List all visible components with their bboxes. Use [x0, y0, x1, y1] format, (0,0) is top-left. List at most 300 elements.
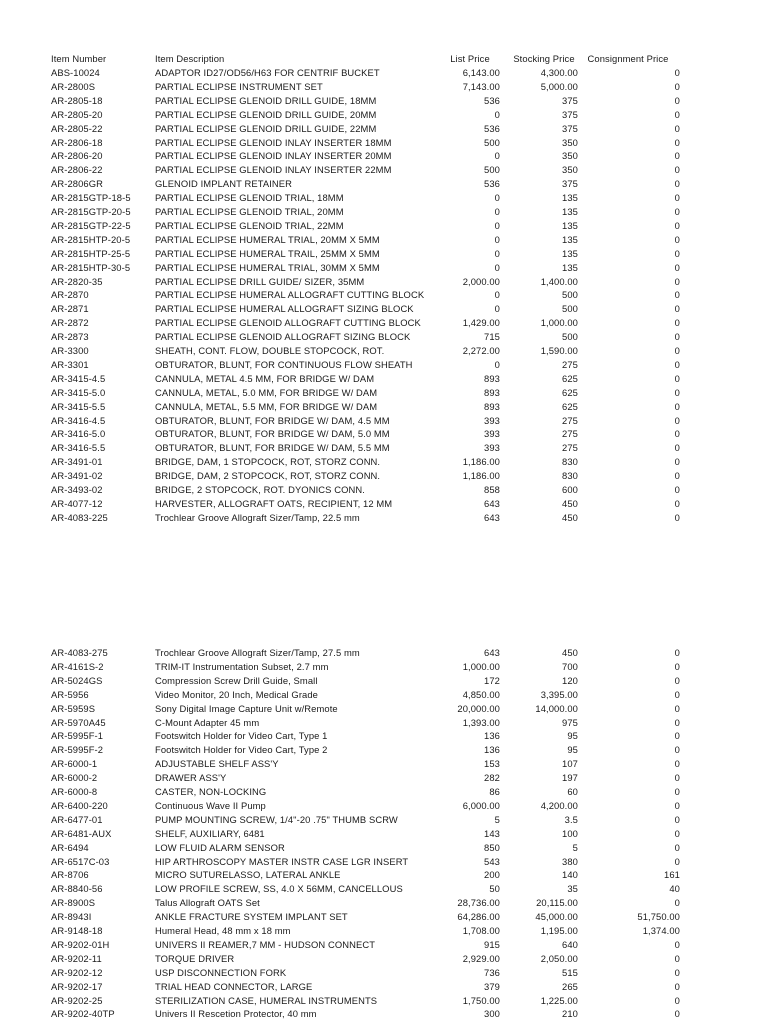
cell-item-description: Footswitch Holder for Video Cart, Type 2	[155, 744, 328, 756]
cell-item-number: AR-3415-5.5	[51, 400, 106, 412]
cell-stocking-price: 640	[562, 938, 578, 950]
cell-item-number: AR-5970A45	[51, 716, 106, 728]
cell-consignment-price: 0	[674, 897, 680, 909]
cell-item-number: AR-2806-20	[51, 150, 103, 162]
cell-stocking-price: 100	[562, 827, 578, 839]
cell-item-number: AR-6481-AUX	[51, 827, 112, 839]
header-item-description: Item Description	[155, 53, 225, 64]
header-stocking-price: Stocking Price	[513, 53, 575, 64]
cell-consignment-price: 0	[674, 952, 680, 964]
cell-consignment-price: 0	[674, 827, 680, 839]
table-row	[0, 163, 768, 177]
cell-stocking-price: 1,590.00	[540, 345, 578, 356]
cell-consignment-price: 0	[674, 372, 680, 384]
table-row	[0, 302, 768, 316]
table-row	[0, 469, 768, 483]
cell-consignment-price: 0	[674, 317, 680, 329]
cell-item-number: AR-6000-8	[51, 786, 98, 797]
cell-item-number: AR-9202-25	[51, 994, 103, 1006]
cell-item-description: Humeral Head, 48 mm x 18 mm	[155, 925, 291, 936]
cell-item-description: PARTIAL ECLIPSE HUMERAL ALLOGRAFT CUTTING BLOCK	[155, 289, 425, 301]
cell-stocking-price: 135	[562, 247, 578, 259]
table-row	[0, 275, 768, 289]
table-row	[0, 660, 768, 674]
cell-list-price: 536	[484, 122, 500, 134]
cell-item-number: AR-3493-02	[51, 484, 103, 495]
cell-consignment-price: 0	[674, 414, 680, 426]
cell-list-price: 858	[484, 484, 500, 495]
cell-item-number: AR-9202-01H	[51, 938, 110, 950]
header-item-number: Item Number	[51, 53, 107, 64]
table-row	[0, 1007, 768, 1021]
cell-list-price: 1,393.00	[462, 716, 500, 728]
table-row	[0, 233, 768, 247]
cell-item-description: MICRO SUTURELASSO, LATERAL ANKLE	[155, 869, 341, 881]
cell-list-price: 536	[484, 94, 500, 106]
cell-stocking-price: 375	[562, 178, 578, 190]
cell-item-description: OBTURATOR, BLUNT, FOR BRIDGE W/ DAM, 4.5 MM	[155, 414, 390, 426]
cell-list-price: 153	[484, 758, 500, 770]
table-row	[0, 358, 768, 372]
cell-item-number: AR-2815GTP-22-5	[51, 219, 131, 231]
cell-consignment-price: 0	[674, 980, 680, 992]
cell-stocking-price: 515	[562, 966, 578, 978]
cell-consignment-price: 40	[669, 883, 680, 895]
cell-consignment-price: 0	[674, 192, 680, 204]
cell-list-price: 0	[494, 192, 500, 204]
cell-consignment-price: 161	[664, 869, 680, 881]
cell-item-number: AR-2872	[51, 317, 89, 329]
table-row	[0, 646, 768, 660]
cell-stocking-price: 450	[562, 647, 578, 658]
cell-item-description: BRIDGE, 2 STOPCOCK, ROT. DYONICS CONN.	[155, 484, 365, 495]
cell-consignment-price: 0	[674, 275, 680, 287]
cell-consignment-price: 0	[674, 386, 680, 398]
cell-item-number: AR-5024GS	[51, 674, 103, 686]
cell-list-price: 500	[484, 164, 500, 176]
cell-consignment-price: 0	[674, 484, 680, 495]
cell-stocking-price: 625	[562, 386, 578, 398]
cell-consignment-price: 0	[674, 786, 680, 797]
cell-item-description: PARTIAL ECLIPSE GLENOID INLAY INSERTER 22MM	[155, 164, 392, 176]
cell-list-price: 86	[489, 786, 500, 797]
cell-list-price: 1,750.00	[462, 994, 500, 1006]
table-row	[0, 813, 768, 827]
cell-stocking-price: 14,000.00	[535, 702, 578, 714]
cell-stocking-price: 135	[562, 261, 578, 273]
cell-stocking-price: 500	[562, 331, 578, 343]
cell-stocking-price: 45,000.00	[535, 911, 578, 923]
cell-item-number: AR-5959S	[51, 702, 96, 714]
cell-stocking-price: 625	[562, 372, 578, 384]
cell-item-number: AR-2815GTP-18-5	[51, 192, 131, 204]
cell-item-number: AR-6000-1	[51, 758, 98, 770]
cell-item-number: AR-5995F-1	[51, 730, 104, 742]
cell-list-price: 28,736.00	[457, 897, 500, 909]
cell-consignment-price: 0	[674, 358, 680, 370]
cell-item-description: Footswitch Holder for Video Cart, Type 1	[155, 730, 328, 742]
cell-item-description: PARTIAL ECLIPSE DRILL GUIDE/ SIZER, 35MM	[155, 275, 365, 287]
cell-item-description: OBTURATOR, BLUNT, FOR BRIDGE W/ DAM, 5.5 MM	[155, 442, 390, 454]
cell-list-price: 543	[484, 855, 500, 867]
table-row	[0, 743, 768, 757]
table-row	[0, 702, 768, 716]
cell-consignment-price: 0	[674, 261, 680, 273]
cell-consignment-price: 0	[674, 799, 680, 811]
table-row	[0, 938, 768, 952]
cell-consignment-price: 0	[674, 497, 680, 509]
cell-list-price: 736	[484, 966, 500, 978]
cell-list-price: 143	[484, 827, 500, 839]
cell-list-price: 379	[484, 980, 500, 992]
cell-consignment-price: 0	[674, 178, 680, 190]
cell-item-description: Talus Allograft OATS Set	[155, 897, 260, 909]
cell-stocking-price: 60	[567, 786, 578, 797]
cell-item-description: UNIVERS II REAMER,7 MM - HUDSON CONNECT	[155, 938, 376, 950]
cell-list-price: 393	[484, 442, 500, 454]
cell-consignment-price: 0	[674, 772, 680, 784]
cell-item-number: AR-2806GR	[51, 178, 103, 190]
cell-item-description: CANNULA, METAL, 5.0 MM, FOR BRIDGE W/ DAM	[155, 386, 378, 398]
table-row	[0, 757, 768, 771]
cell-stocking-price: 35	[567, 883, 578, 895]
cell-item-description: HARVESTER, ALLOGRAFT OATS, RECIPIENT, 12 MM	[155, 497, 393, 509]
cell-list-price: 5	[494, 813, 500, 825]
cell-item-number: AR-2815HTP-25-5	[51, 247, 131, 259]
cell-list-price: 643	[484, 647, 500, 658]
cell-list-price: 893	[484, 372, 500, 384]
cell-item-number: AR-2805-22	[51, 122, 103, 134]
cell-stocking-price: 140	[562, 869, 578, 881]
cell-list-price: 2,000.00	[462, 275, 500, 287]
cell-list-price: 2,272.00	[462, 345, 500, 356]
cell-item-number: AR-9202-11	[51, 952, 102, 964]
cell-consignment-price: 0	[674, 511, 680, 523]
table-header	[0, 52, 768, 66]
cell-list-price: 6,000.00	[462, 799, 500, 811]
cell-stocking-price: 625	[562, 400, 578, 412]
cell-consignment-price: 0	[674, 345, 680, 356]
cell-list-price: 915	[484, 938, 500, 950]
cell-item-number: AR-3416-5.0	[51, 428, 106, 440]
cell-stocking-price: 3.5	[564, 813, 578, 825]
cell-list-price: 536	[484, 178, 500, 190]
cell-list-price: 0	[494, 247, 500, 259]
cell-stocking-price: 4,300.00	[540, 67, 578, 78]
table-row	[0, 66, 768, 80]
cell-stocking-price: 135	[562, 219, 578, 231]
cell-stocking-price: 830	[562, 470, 578, 482]
cell-consignment-price: 0	[674, 966, 680, 978]
table-row	[0, 497, 768, 511]
cell-list-price: 393	[484, 414, 500, 426]
cell-consignment-price: 0	[674, 108, 680, 120]
cell-consignment-price: 0	[674, 688, 680, 700]
cell-item-number: AR-2805-18	[51, 94, 103, 106]
table-row	[0, 994, 768, 1008]
cell-item-number: AR-6400-220	[51, 799, 108, 811]
cell-stocking-price: 275	[562, 428, 578, 440]
cell-item-number: AR-2820-35	[51, 275, 103, 287]
cell-list-price: 0	[494, 108, 500, 120]
table-row	[0, 108, 768, 122]
cell-item-number: AR-6494	[51, 841, 89, 853]
cell-item-number: AR-2805-20	[51, 108, 103, 120]
cell-item-number: AR-3416-5.5	[51, 442, 106, 454]
cell-item-number: AR-4083-225	[51, 511, 108, 523]
cell-consignment-price: 0	[674, 303, 680, 315]
cell-consignment-price: 0	[674, 150, 680, 162]
cell-consignment-price: 0	[674, 136, 680, 148]
table-row	[0, 177, 768, 191]
cell-list-price: 300	[484, 1008, 500, 1020]
table-row	[0, 344, 768, 358]
cell-item-description: PARTIAL ECLIPSE GLENOID TRIAL, 22MM	[155, 219, 344, 231]
cell-consignment-price: 0	[674, 80, 680, 92]
cell-stocking-price: 450	[562, 497, 578, 509]
cell-consignment-price: 0	[674, 744, 680, 756]
cell-item-number: AR-6477-01	[51, 813, 103, 825]
cell-item-number: AR-9148-18	[51, 925, 103, 936]
cell-item-number: AR-2815HTP-30-5	[51, 261, 131, 273]
cell-stocking-price: 450	[562, 511, 578, 523]
table-row	[0, 483, 768, 497]
cell-consignment-price: 0	[674, 331, 680, 343]
cell-consignment-price: 0	[674, 674, 680, 686]
cell-consignment-price: 0	[674, 660, 680, 672]
cell-list-price: 500	[484, 136, 500, 148]
cell-item-number: AR-2815HTP-20-5	[51, 233, 131, 245]
cell-item-description: PARTIAL ECLIPSE GLENOID ALLOGRAFT SIZING BLOCK	[155, 331, 411, 343]
cell-list-price: 1,708.00	[462, 925, 500, 936]
cell-list-price: 0	[494, 261, 500, 273]
table-row	[0, 427, 768, 441]
cell-stocking-price: 500	[562, 289, 578, 301]
cell-stocking-price: 135	[562, 192, 578, 204]
cell-item-number: AR-3415-4.5	[51, 372, 106, 384]
cell-stocking-price: 5	[572, 841, 578, 853]
cell-item-number: AR-4083-275	[51, 647, 108, 658]
table-row	[0, 94, 768, 108]
table-row	[0, 868, 768, 882]
cell-stocking-price: 135	[562, 206, 578, 217]
cell-item-description: Trochlear Groove Allograft Sizer/Tamp, 27.5 mm	[155, 647, 360, 658]
cell-item-number: AR-2806-18	[51, 136, 103, 148]
cell-list-price: 850	[484, 841, 500, 853]
table-row	[0, 980, 768, 994]
cell-consignment-price: 0	[674, 994, 680, 1006]
cell-item-description: PARTIAL ECLIPSE GLENOID INLAY INSERTER 20MM	[155, 150, 392, 162]
cell-consignment-price: 51,750.00	[637, 911, 680, 923]
cell-list-price: 200	[484, 869, 500, 881]
cell-stocking-price: 20,115.00	[536, 897, 578, 909]
cell-item-number: AR-5995F-2	[51, 744, 104, 756]
cell-item-description: PARTIAL ECLIPSE HUMERAL ALLOGRAFT SIZING BLOCK	[155, 303, 414, 315]
cell-stocking-price: 95	[567, 744, 578, 756]
table-row	[0, 882, 768, 896]
table-row	[0, 247, 768, 261]
cell-item-description: TRIM-IT Instrumentation Subset, 2.7 mm	[155, 660, 329, 672]
cell-stocking-price: 375	[562, 122, 578, 134]
cell-consignment-price: 0	[674, 442, 680, 454]
cell-item-description: PARTIAL ECLIPSE GLENOID TRIAL, 20MM	[155, 206, 344, 217]
cell-item-description: C-Mount Adapter 45 mm	[155, 716, 260, 728]
cell-item-number: AR-3300	[51, 345, 89, 356]
table-row	[0, 219, 768, 233]
table-row	[0, 386, 768, 400]
table-row	[0, 441, 768, 455]
cell-item-number: AR-4161S-2	[51, 660, 104, 672]
cell-stocking-price: 3,395.00	[540, 688, 578, 700]
cell-stocking-price: 4,200.00	[540, 799, 578, 811]
cell-consignment-price: 0	[674, 400, 680, 412]
table-row	[0, 136, 768, 150]
table-row	[0, 674, 768, 688]
cell-consignment-price: 0	[674, 758, 680, 770]
cell-stocking-price: 1,225.00	[540, 994, 578, 1006]
cell-item-number: AR-8900S	[51, 897, 96, 909]
cell-list-price: 643	[484, 511, 500, 523]
cell-list-price: 0	[494, 358, 500, 370]
cell-item-number: ABS-10024	[51, 67, 100, 78]
table-row	[0, 414, 768, 428]
cell-consignment-price: 0	[674, 730, 680, 742]
cell-list-price: 2,929.00	[462, 952, 500, 964]
cell-item-number: AR-4077-12	[51, 497, 103, 509]
cell-item-number: AR-3491-02	[51, 470, 103, 482]
cell-stocking-price: 380	[562, 855, 578, 867]
cell-stocking-price: 2,050.00	[540, 952, 578, 964]
cell-item-description: Univers II Rescetion Protector, 40 mm	[155, 1008, 317, 1020]
cell-item-description: BRIDGE, DAM, 1 STOPCOCK, ROT, STORZ CONN.	[155, 456, 381, 468]
cell-consignment-price: 0	[674, 813, 680, 825]
table-row	[0, 729, 768, 743]
cell-item-description: LOW FLUID ALARM SENSOR	[155, 841, 285, 853]
cell-item-number: AR-8943I	[51, 911, 92, 923]
table-row	[0, 261, 768, 275]
cell-item-description: Continuous Wave II Pump	[155, 799, 266, 811]
table-row	[0, 841, 768, 855]
cell-consignment-price: 0	[674, 219, 680, 231]
cell-list-price: 893	[484, 386, 500, 398]
cell-item-description: PARTIAL ECLIPSE GLENOID DRILL GUIDE, 22MM	[155, 122, 377, 134]
cell-item-description: CASTER, NON-LOCKING	[155, 786, 267, 797]
cell-stocking-price: 210	[562, 1008, 578, 1020]
cell-item-description: SHELF, AUXILIARY, 6481	[155, 827, 265, 839]
cell-consignment-price: 0	[674, 841, 680, 853]
table-row	[0, 205, 768, 219]
table-row	[0, 910, 768, 924]
cell-item-description: LOW PROFILE SCREW, SS, 4.0 X 56MM, CANCELLOUS	[155, 883, 403, 895]
cell-stocking-price: 700	[562, 660, 578, 672]
cell-item-number: AR-5956	[51, 688, 89, 700]
cell-stocking-price: 5,000.00	[540, 80, 578, 92]
table-row	[0, 966, 768, 980]
cell-consignment-price: 0	[674, 855, 680, 867]
cell-list-price: 172	[484, 674, 500, 686]
cell-item-number: AR-9202-40TP	[51, 1008, 115, 1020]
table-row	[0, 827, 768, 841]
header-consignment-price: Consignment Price	[587, 53, 669, 64]
cell-item-description: PARTIAL ECLIPSE HUMERAL TRIAL, 30MM X 5MM	[155, 261, 380, 273]
cell-consignment-price: 0	[674, 122, 680, 134]
cell-list-price: 282	[484, 772, 500, 784]
cell-list-price: 0	[494, 233, 500, 245]
cell-list-price: 0	[494, 303, 500, 315]
table-row	[0, 455, 768, 469]
cell-item-description: Sony Digital Image Capture Unit w/Remote	[155, 702, 338, 714]
cell-item-number: AR-3491-01	[51, 456, 103, 468]
table-row	[0, 149, 768, 163]
cell-list-price: 0	[494, 289, 500, 301]
cell-consignment-price: 0	[674, 67, 680, 78]
cell-item-description: DRAWER ASS'Y	[155, 772, 227, 784]
cell-consignment-price: 0	[674, 938, 680, 950]
cell-consignment-price: 0	[674, 470, 680, 482]
cell-consignment-price: 0	[674, 702, 680, 714]
table-row	[0, 80, 768, 94]
cell-consignment-price: 1,374.00	[642, 925, 680, 936]
table-row	[0, 191, 768, 205]
cell-item-description: ANKLE FRACTURE SYSTEM IMPLANT SET	[155, 911, 348, 923]
cell-stocking-price: 830	[562, 456, 578, 468]
table-row	[0, 330, 768, 344]
cell-stocking-price: 375	[562, 94, 578, 106]
cell-list-price: 1,429.00	[462, 317, 500, 329]
table-row	[0, 785, 768, 799]
cell-item-description: TORQUE DRIVER	[155, 952, 235, 964]
cell-list-price: 0	[494, 150, 500, 162]
cell-stocking-price: 275	[562, 414, 578, 426]
cell-consignment-price: 0	[674, 716, 680, 728]
cell-list-price: 1,186.00	[462, 456, 500, 468]
table-row	[0, 688, 768, 702]
cell-item-number: AR-6517C-03	[51, 855, 110, 867]
table-row	[0, 855, 768, 869]
table-row	[0, 924, 768, 938]
cell-item-description: PARTIAL ECLIPSE GLENOID DRILL GUIDE, 20MM	[155, 108, 377, 120]
cell-item-description: Compression Screw Drill Guide, Small	[155, 674, 318, 686]
cell-stocking-price: 350	[562, 164, 578, 176]
cell-list-price: 1,000.00	[462, 660, 500, 672]
cell-list-price: 715	[484, 331, 500, 343]
cell-stocking-price: 600	[562, 484, 578, 495]
cell-stocking-price: 265	[562, 980, 578, 992]
cell-list-price: 20,000.00	[457, 702, 500, 714]
cell-item-description: STERILIZATION CASE, HUMERAL INSTRUMENTS	[155, 994, 378, 1006]
cell-stocking-price: 350	[562, 136, 578, 148]
table-row	[0, 122, 768, 136]
cell-item-number: AR-9202-17	[51, 980, 103, 992]
cell-item-description: CANNULA, METAL 4.5 MM, FOR BRIDGE W/ DAM	[155, 372, 375, 384]
cell-consignment-price: 0	[674, 233, 680, 245]
cell-item-number: AR-2815GTP-20-5	[51, 206, 131, 217]
cell-stocking-price: 500	[562, 303, 578, 315]
cell-item-number: AR-3415-5.0	[51, 386, 106, 398]
cell-list-price: 136	[484, 730, 500, 742]
cell-item-number: AR-8840-56	[51, 883, 103, 895]
cell-item-number: AR-2871	[51, 303, 89, 315]
table-row	[0, 372, 768, 386]
cell-stocking-price: 275	[562, 358, 578, 370]
cell-consignment-price: 0	[674, 289, 680, 301]
cell-list-price: 893	[484, 400, 500, 412]
cell-item-description: SHEATH, CONT. FLOW, DOUBLE STOPCOCK, ROT.	[155, 345, 385, 356]
header-list-price: List Price	[450, 53, 490, 64]
cell-stocking-price: 975	[562, 716, 578, 728]
cell-stocking-price: 1,195.00	[540, 925, 578, 936]
table-row	[0, 799, 768, 813]
